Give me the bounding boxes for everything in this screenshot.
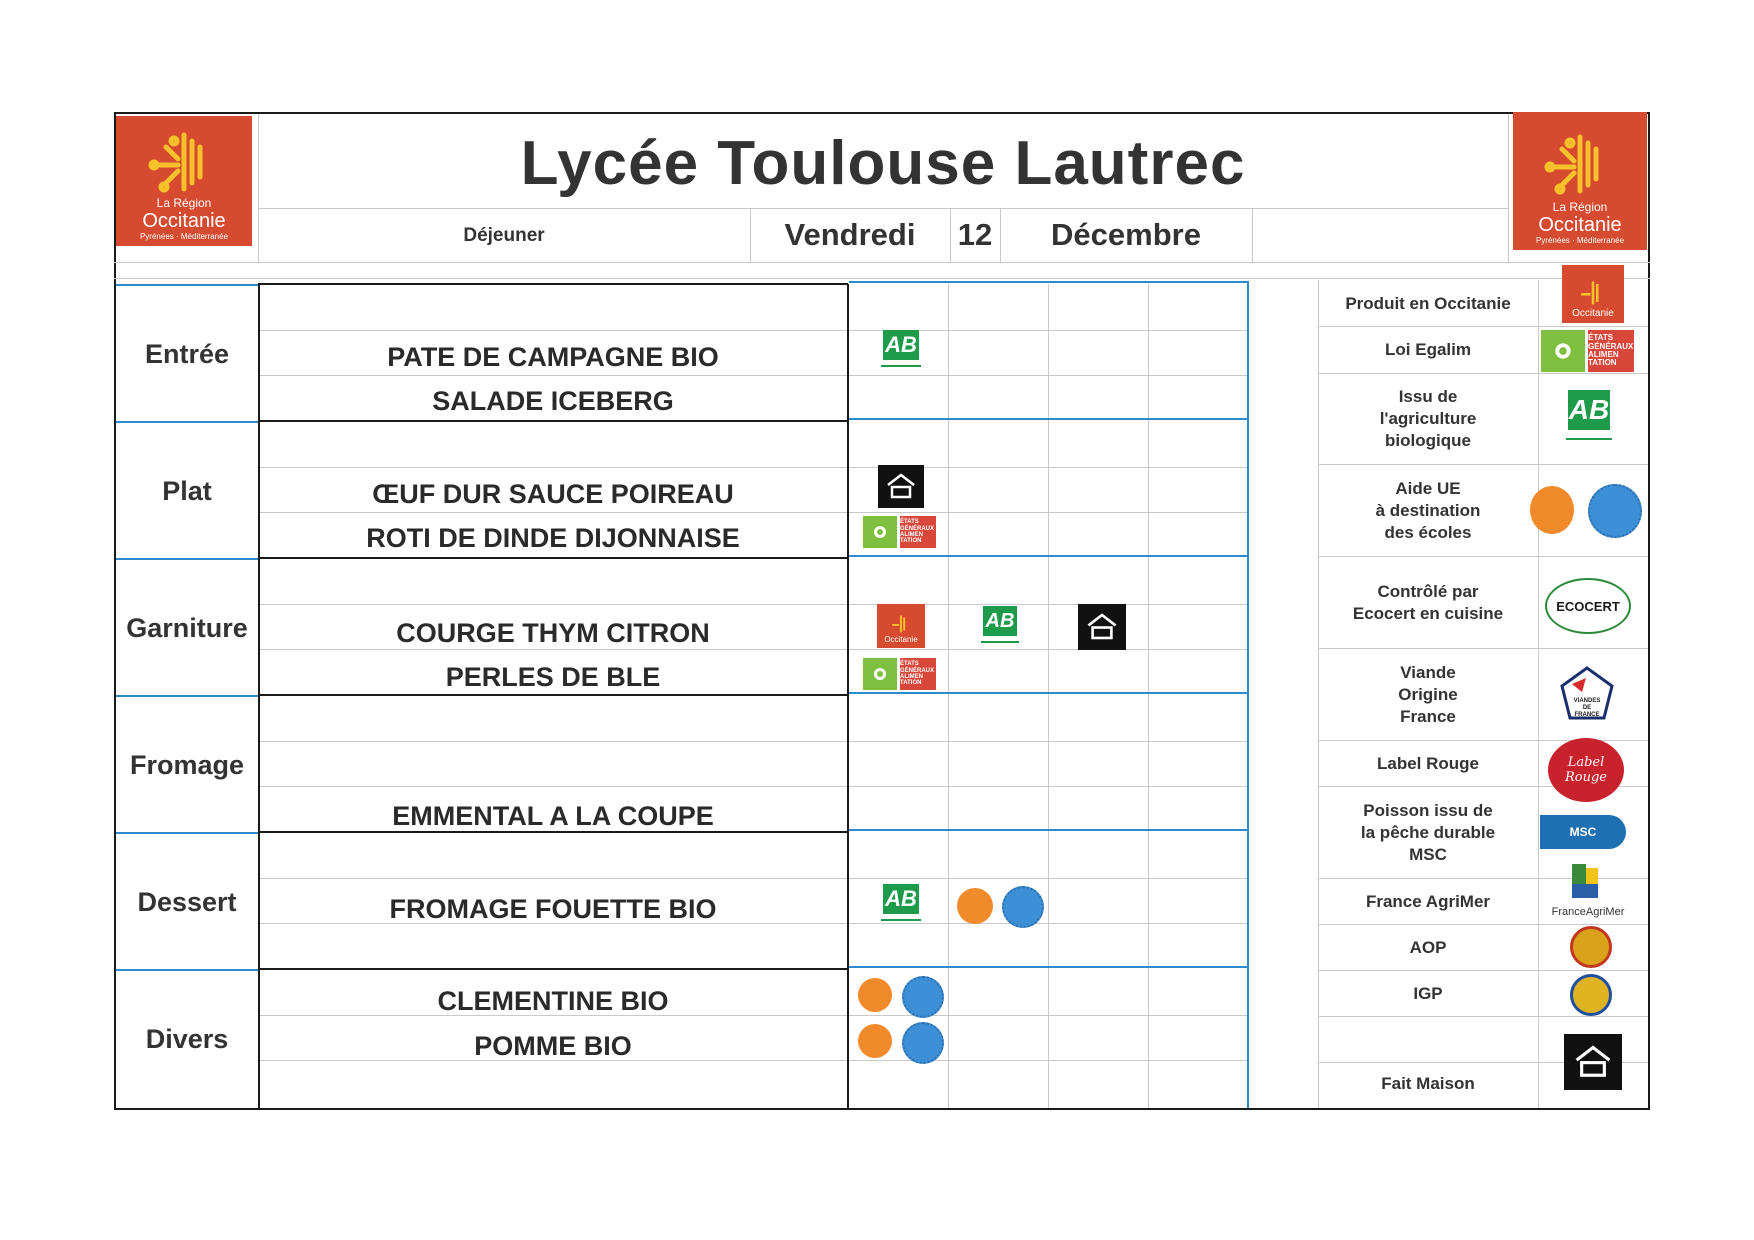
fait-maison-icon: [1078, 604, 1126, 650]
region-logo-name: Occitanie: [142, 210, 226, 232]
label-rouge-icon: Label Rouge: [1548, 738, 1624, 802]
category-fromage: Fromage: [129, 749, 245, 780]
category-entree: Entrée: [144, 338, 230, 369]
region-occitanie-logo-left: [116, 116, 252, 246]
meal-label: Déjeuner: [463, 225, 545, 246]
msc-icon: MSC: [1540, 815, 1626, 849]
dish-courge-thym: COURGE THYM CITRON: [396, 617, 710, 648]
occitan-cross-icon: [1540, 127, 1620, 201]
category-dessert: Dessert: [137, 886, 237, 917]
legend-igp: IGP: [1413, 984, 1443, 1003]
legend-aop: AOP: [1409, 938, 1447, 957]
lait-ecole-icon: [902, 1022, 944, 1064]
ab-bio-icon: AB: [881, 330, 921, 367]
dish-pomme: POMME BIO: [474, 1030, 632, 1061]
igp-icon: [1570, 974, 1612, 1016]
region-logo-name: Occitanie: [1538, 214, 1622, 236]
occitan-cross-icon: [888, 613, 914, 635]
legend-france-agrimer: France AgriMer: [1365, 892, 1491, 911]
dish-fromage-fouette: FROMAGE FOUETTE BIO: [389, 893, 717, 924]
dish-perles-de-ble: PERLES DE BLE: [445, 661, 661, 692]
legend-produit-occitanie: Produit en Occitanie: [1345, 294, 1511, 313]
egalim-icon: ÉTATS GÉNÉRAUX ALIMEN TATION: [863, 516, 936, 548]
ab-bio-icon: AB: [981, 606, 1019, 643]
dish-clementine: CLEMENTINE BIO: [437, 985, 669, 1016]
aop-icon: [1570, 926, 1612, 968]
category-divers: Divers: [145, 1023, 229, 1054]
ecocert-icon: ECOCERT: [1545, 578, 1631, 634]
egalim-icon: ÉTATS GÉNÉRAUX ALIMEN TATION: [863, 658, 936, 690]
legend-loi-egalim: Loi Egalim: [1385, 340, 1471, 359]
fruits-ecole-icon: [1530, 486, 1574, 534]
date-number: 12: [957, 217, 993, 252]
region-occitanie-logo-right: [1513, 112, 1647, 250]
lait-ecole-icon: [1002, 886, 1044, 928]
lait-ecole-icon: [1588, 484, 1642, 538]
legend-fait-maison: Fait Maison: [1381, 1074, 1475, 1093]
ab-bio-icon: AB: [1566, 390, 1612, 440]
fruits-ecole-icon: [858, 978, 892, 1012]
viandes-de-france-icon: VIANDES DE FRANCE: [1558, 664, 1616, 722]
region-logo-line1: La Région: [1552, 200, 1608, 214]
occitan-cross-icon: [1576, 278, 1610, 308]
legend-msc: Poisson issu de la pêche durable MSC: [1360, 801, 1496, 864]
dish-pate-de-campagne: PATE DE CAMPAGNE BIO: [387, 341, 719, 372]
occitan-cross-icon: [144, 127, 224, 197]
day-label: Vendredi: [784, 217, 916, 252]
lait-ecole-icon: [902, 976, 944, 1018]
dish-roti-de-dinde: ROTI DE DINDE DIJONNAISE: [366, 522, 740, 553]
frame-top: [114, 112, 1650, 114]
region-logo-sub: Pyrénées · Méditerranée: [139, 232, 229, 241]
legend-agriculture-bio: Issu de l'agriculture biologique: [1379, 387, 1477, 450]
dish-oeuf-dur: ŒUF DUR SAUCE POIREAU: [372, 478, 734, 509]
region-logo-sub: Pyrénées · Méditerranée: [1535, 236, 1625, 245]
category-plat: Plat: [162, 475, 212, 506]
month-label: Décembre: [1051, 217, 1201, 252]
produit-occitanie-icon: Occitanie: [877, 604, 925, 648]
fait-maison-icon: [1564, 1034, 1622, 1090]
dish-salade-iceberg: SALADE ICEBERG: [432, 385, 674, 416]
france-agrimer-icon: FranceAgriMer: [1548, 864, 1628, 922]
legend-aide-ue: Aide UE à destination des écoles: [1375, 479, 1481, 542]
legend-label-rouge: Label Rouge: [1376, 754, 1479, 773]
fruits-ecole-icon: [957, 888, 993, 924]
fruits-ecole-icon: [858, 1024, 892, 1058]
egalim-icon: ÉTATS GÉNÉRAUX ALIMEN TATION: [1541, 330, 1634, 372]
ab-bio-icon: AB: [881, 884, 921, 921]
frame-bottom: [114, 1108, 1650, 1110]
page-title: Lycée Toulouse Lautrec: [520, 128, 1246, 198]
produit-occitanie-icon: Occitanie: [1562, 265, 1624, 323]
legend-viande-france: Viande Origine France: [1398, 663, 1458, 726]
fait-maison-icon: [878, 465, 924, 508]
dish-emmental: EMMENTAL A LA COUPE: [392, 800, 714, 831]
category-garniture: Garniture: [126, 612, 248, 643]
legend-ecocert: Contrôlé par Ecocert en cuisine: [1352, 582, 1504, 623]
region-logo-line1: La Région: [156, 196, 212, 210]
